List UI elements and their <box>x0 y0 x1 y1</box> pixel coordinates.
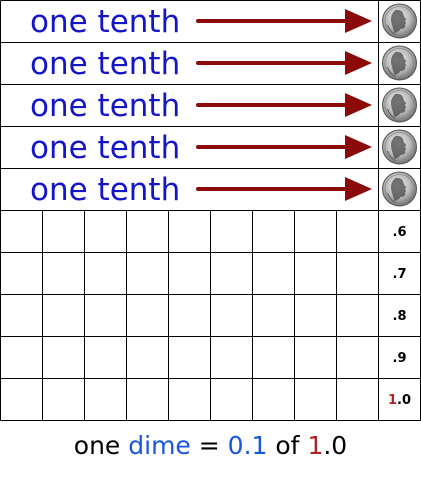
grid-row <box>1 127 417 168</box>
grid-row <box>393 225 407 240</box>
caption-one-digit: 1 <box>307 431 324 460</box>
caption-whole-rest: .0 <box>323 431 348 460</box>
decimal-value: .8 <box>392 309 407 324</box>
caption <box>0 426 421 466</box>
dime-coin-icon <box>383 46 417 80</box>
caption-tenth-value: 0.1 <box>227 431 268 460</box>
whole-one-digit: 1 <box>387 393 398 408</box>
grid-row <box>393 267 407 282</box>
grid-row <box>1 169 417 210</box>
one-tenth-label: one tenth <box>30 172 181 208</box>
decimal-value: .9 <box>392 351 407 366</box>
grid-row <box>388 393 411 408</box>
caption-one: one <box>73 431 129 460</box>
caption-dime-word: dime <box>128 431 191 460</box>
decimal-value: .7 <box>392 267 407 282</box>
grid-row <box>393 351 407 366</box>
one-tenth-label: one tenth <box>30 46 181 82</box>
dime-coin-icon <box>383 88 417 122</box>
grid-row <box>1 1 417 42</box>
dime-coin-icon <box>383 4 417 38</box>
dime-coin-icon <box>383 130 417 164</box>
dime-coin-icon <box>383 172 417 206</box>
decimal-value <box>388 393 411 408</box>
grid-row <box>1 85 417 126</box>
one-tenth-label: one tenth <box>30 88 181 124</box>
one-tenth-label: one tenth <box>30 4 181 40</box>
grid-row <box>393 309 407 324</box>
one-tenth-label: one tenth <box>30 130 181 166</box>
decimal-value: .6 <box>392 225 407 240</box>
grid-row <box>1 43 417 84</box>
caption-of: of <box>267 431 308 460</box>
whole-rest: .0 <box>397 393 412 408</box>
caption-equals: = <box>190 431 228 460</box>
